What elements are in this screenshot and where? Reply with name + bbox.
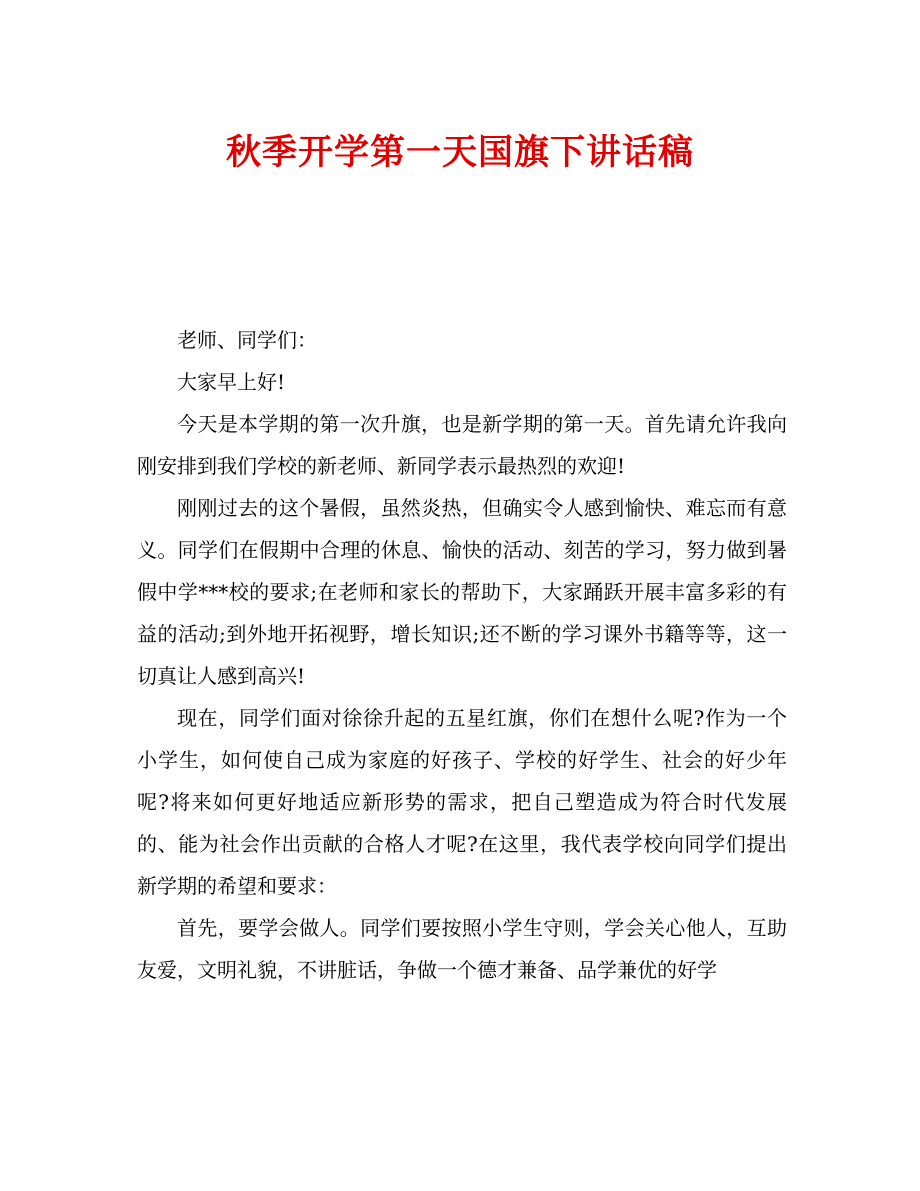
document-body: [137, 319, 787, 991]
paragraph-greeting: 大家早上好!: [177, 370, 286, 394]
paragraph-summer-recap: 刚刚过去的这个暑假，虽然炎热，但确实令人感到愉快、难忘而有意义。同学们在假期中合理的休息、愉快的活动、刻苦的学习，努力做到暑假中学***校的要求;在老师和家长的帮助下，大家踊跃开展丰富多彩的有益的活动;到外地开拓视野，增长知识;还不断的学习课外书籍等等，这一切真让人感到高兴!: [137, 496, 787, 688]
paragraph-salutation: 老师、同学们：: [177, 328, 317, 352]
paragraph-first-requirement: 首先，要学会做人。同学们要按照小学生守则，学会关心他人，互助友爱，文明礼貌，不讲脏话，争做一个德才兼备、品学兼优的好学: [137, 916, 787, 982]
document-title: 秋季开学第一天国旗下讲话稿: [225, 132, 694, 173]
paragraph-welcome: 今天是本学期的第一次升旗，也是新学期的第一天。首先请允许我向刚安排到我们学校的新老师、新同学表示最热烈的欢迎!: [137, 412, 787, 478]
paragraph-flag-question: 现在，同学们面对徐徐升起的五星红旗，你们在想什么呢?作为一个小学生，如何使自己成为家庭的好孩子、学校的好学生、社会的好少年呢?将来如何更好地适应新形势的需求，把自己塑造成为符合时代发展的、能为社会作出贡献的合格人才呢?在这里，我代表学校向同学们提出新学期的希望和要求：: [137, 706, 787, 898]
